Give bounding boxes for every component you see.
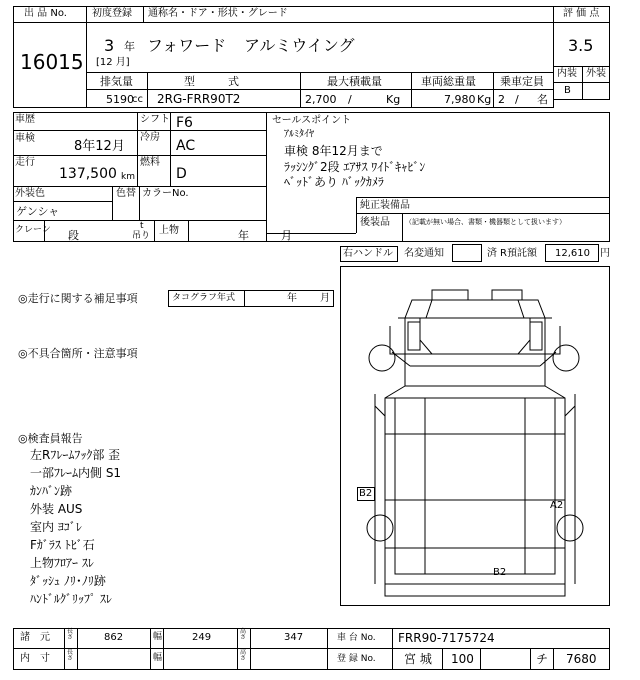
later-equipment-note: （記載が無い場合、書類・機器類として扱います） <box>405 218 566 226</box>
carrier-month: 月 <box>281 229 292 242</box>
sales-line-4: ﾍﾞｯﾄﾞあり ﾊﾞｯｸｶﾒﾗ <box>284 175 384 189</box>
year-unit: 年 <box>124 40 135 53</box>
sales-title: セールスポイント <box>272 115 352 126</box>
later-equipment-label: 後装品 <box>360 217 390 228</box>
length-label-2: 長さ <box>67 649 74 663</box>
displacement-label: 排気量 <box>100 75 133 88</box>
first-reg-month: [12 月] <box>96 57 130 68</box>
model-name: フォワード <box>147 36 227 55</box>
crane-lift: 吊り <box>132 231 151 241</box>
first-reg-label: 初度登録 <box>92 8 132 19</box>
recycle-prefix: 済 <box>487 248 497 259</box>
color-label: 外装色 <box>15 188 45 199</box>
score-label: 評 価 点 <box>563 8 600 19</box>
name-change-box <box>452 244 482 262</box>
rhd-label: 右ハンドル <box>343 248 393 259</box>
max-load-value: 2,700 <box>305 93 337 106</box>
shift-label: シフト <box>140 114 170 125</box>
inspector-line: 外装 AUS <box>30 502 83 516</box>
ac-label: 冷房 <box>140 132 160 143</box>
inspection-value: 8年12月 <box>74 139 125 154</box>
color-change-label: 色替 <box>116 188 136 199</box>
mileage-value: 137,500 <box>59 166 117 182</box>
length-label: 長さ <box>67 628 74 642</box>
max-load-label: 最大積載量 <box>327 75 382 88</box>
tacho-year: 年 <box>287 293 297 304</box>
inspector-line: 一部ﾌﾚｰﾑ内側 S1 <box>30 466 122 480</box>
recycle-unit: 円 <box>600 248 610 259</box>
tacho-label: タコグラフ年式 <box>172 293 236 303</box>
gross-weight-value: 7,980 <box>444 93 476 106</box>
recycle-value: 12,610 <box>555 248 590 259</box>
crane-lift-top: t <box>140 221 144 231</box>
truck-outline <box>340 266 610 606</box>
shift-value: F6 <box>176 115 193 131</box>
model-type: 2RG-FRR90T2 <box>157 92 241 106</box>
sales-line-1: ｱﾙﾐﾀｲﾔ <box>284 129 314 140</box>
interior-grade: B <box>564 85 571 96</box>
registration-label: 登 録 No. <box>337 654 376 664</box>
width-label: 幅 <box>153 632 163 642</box>
displacement-value: 5190 <box>106 93 134 106</box>
dims-label: 諸 元 <box>20 632 50 643</box>
registration-region: 宮 城 <box>404 652 432 666</box>
model-header: 通称名・ドア・形状・グレード <box>148 8 288 19</box>
registration-class: 100 <box>451 652 474 666</box>
chassis-number: FRR90-7175724 <box>398 631 495 645</box>
carrier-year: 年 <box>238 229 249 242</box>
inspector-line: Fｶﾞﾗｽ ﾄﾋﾞ石 <box>30 538 95 552</box>
color-code-label: カラーNo. <box>142 188 189 199</box>
grade: アルミウイング <box>244 36 355 55</box>
capacity-unit: 名 <box>537 93 548 106</box>
inspector-line: 上物ﾌﾛｱｰ ｽﾚ <box>30 556 94 570</box>
tacho-month: 月 <box>320 293 330 304</box>
dimensions-box <box>13 628 610 670</box>
damage-mark-a2: A2 <box>550 500 564 511</box>
width-value: 249 <box>192 632 212 643</box>
height-label-2: 高さ <box>240 649 247 663</box>
width-label-2: 幅 <box>153 653 163 663</box>
capacity-label: 乗車定員 <box>500 75 544 88</box>
recycle-label: R預託額 <box>500 248 537 259</box>
max-load-unit: Kg <box>386 93 401 106</box>
sales-line-3: ﾗｯｼﾝｸﾞ2段 ｴｱｻｽ ﾜｲﾄﾞｷｬﾋﾞﾝ <box>284 160 426 174</box>
gross-weight-label: 車両総重量 <box>421 75 476 88</box>
capacity-value: 2 <box>498 93 505 106</box>
driving-notes-title: ◎走行に関する補足事項 <box>18 292 138 305</box>
crane-label: クレーン <box>15 225 51 235</box>
length-value: 862 <box>104 632 124 643</box>
ac-value: AC <box>176 138 196 154</box>
mileage-unit: km <box>121 172 135 182</box>
color-value: ゲンシャ <box>16 205 60 218</box>
interior-label: 内装 <box>557 68 577 79</box>
fuel-label: 燃料 <box>140 157 160 168</box>
lot-number: 16015 <box>20 50 84 74</box>
genuine-equipment-label: 純正装備品 <box>360 200 410 211</box>
history-label: 車歴 <box>15 114 35 125</box>
inspection-label: 車検 <box>15 133 35 144</box>
damage-mark-b2-left: B2 <box>359 488 373 499</box>
height-value: 347 <box>284 632 304 643</box>
score-value: 3.5 <box>568 36 594 55</box>
name-change-label: 名変通知 <box>404 248 444 259</box>
inspector-title: ◎検査員報告 <box>18 432 83 445</box>
gross-weight-unit: Kg <box>477 93 492 106</box>
registration-number: 7680 <box>566 652 597 666</box>
inspector-line: ﾀﾞｯｼｭ ﾉﾘ･ﾉﾘ跡 <box>30 574 106 588</box>
registration-kana: チ <box>536 652 549 666</box>
inspector-line: 室内 ﾖｺﾞﾚ <box>30 520 82 534</box>
chassis-label: 車 台 No. <box>337 633 376 643</box>
mileage-label: 走行 <box>15 157 35 168</box>
inspector-line: ﾊﾝﾄﾞﾙｸﾞﾘｯﾌﾟ ｽﾚ <box>30 592 112 606</box>
sales-line-2: 車検 8年12月まで <box>284 144 383 158</box>
height-label: 高さ <box>240 628 247 642</box>
type-label: 型 式 <box>184 75 239 88</box>
first-reg-year: 3 <box>104 36 115 55</box>
crane-stage: 段 <box>68 229 79 242</box>
inspector-line: ｶﾝﾊﾞﾝ跡 <box>30 484 73 498</box>
defects-title: ◎不具合箇所・注意事項 <box>18 347 138 360</box>
lot-label: 出 品 No. <box>24 8 67 19</box>
exterior-label: 外装 <box>586 68 606 79</box>
inspector-line: 左Rﾌﾚｰﾑﾌｯｸ部 歪 <box>30 448 121 462</box>
damage-mark-b2-bottom: B2 <box>493 567 507 578</box>
fuel-value: D <box>176 166 187 182</box>
displacement-unit: cc <box>132 94 143 105</box>
interior-dims-label: 内 寸 <box>20 653 50 664</box>
carrier-label: 上物 <box>159 225 179 236</box>
